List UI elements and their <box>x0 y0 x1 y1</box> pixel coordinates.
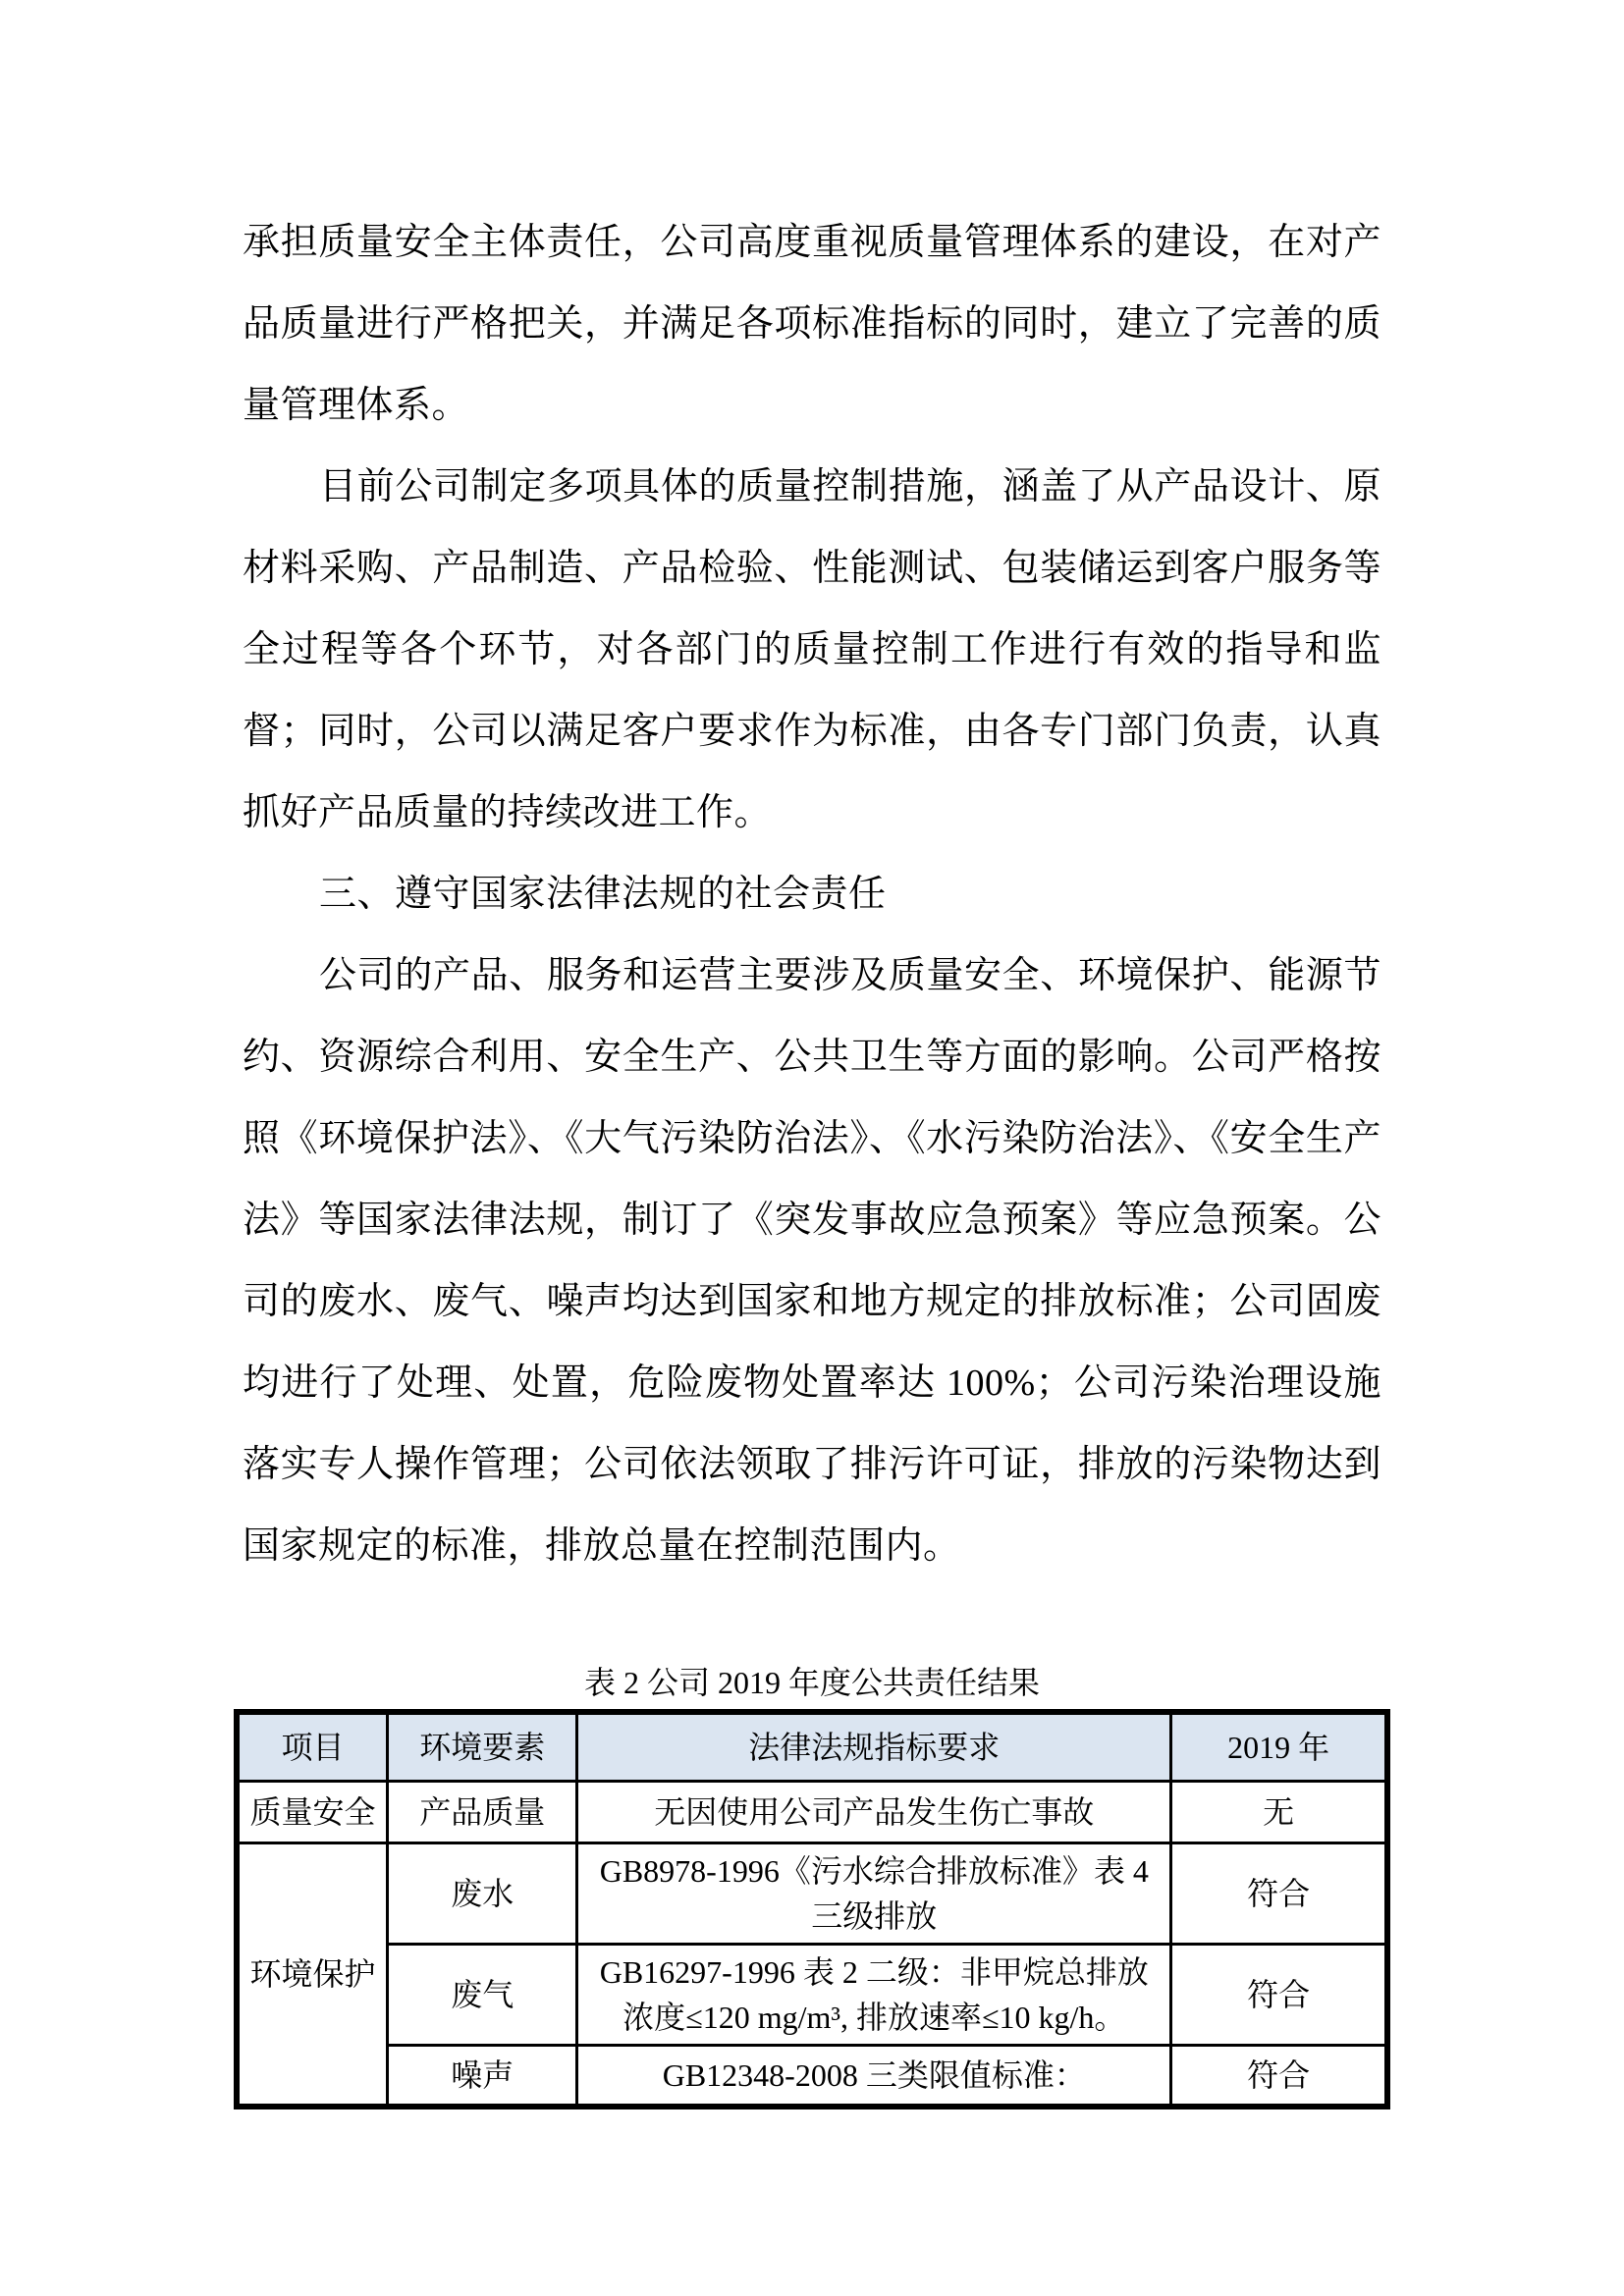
cell-requirement-wastewater: GB8978-1996《污水综合排放标准》表 4 三级排放 <box>577 1843 1171 1945</box>
column-header-year: 2019 年 <box>1171 1712 1387 1782</box>
section-heading: 三、遵守国家法律法规的社会责任 <box>319 874 887 915</box>
table-row-waste-gas <box>237 1945 1387 2046</box>
body-paragraph-3: 公司的产品、服务和运营主要涉及质量安全、环境保护、能源节约、资源综合利用、安全生产、公共卫生等方面的影响。公司严格按照《环境保护法》、《大气污染防治法》、《水污染防治法》、《安全生产法》等国家法律法规，制订了《突发事故应急预案》等应急预案。公司的废水、废气、噪声均达到国家和地方规定的排放标准；公司固废均进行了处理、处置，危险废物处置率达 100%；公司污染治理设施落实专人操作管理；公司依法领取了排污许可证，排放的污染物达到国家规定的标准，排放总量在控制范围内。 <box>243 955 1381 1567</box>
cell-requirement-noise: GB12348-2008 三类限值标准： <box>577 2046 1171 2108</box>
table-row-wastewater <box>237 1843 1387 1945</box>
responsibility-table <box>234 1709 1390 2109</box>
cell-element-noise: 噪声 <box>388 2046 577 2108</box>
table-header-row <box>237 1712 1387 1782</box>
table-caption: 表 2 公司 2019 年度公共责任结果 <box>583 1665 1040 1700</box>
cell-element-product-quality: 产品质量 <box>388 1782 577 1843</box>
table-section <box>234 1660 1390 2109</box>
document-body <box>243 202 1381 1587</box>
cell-result-waste-gas: 符合 <box>1171 1945 1387 2046</box>
cell-requirement-product-quality: 无因使用公司产品发生伤亡事故 <box>577 1782 1171 1843</box>
cell-item-environment: 环境保护 <box>237 1843 388 2108</box>
table-row-quality-safety <box>237 1782 1387 1843</box>
cell-requirement-waste-gas: GB16297-1996 表 2 二级：非甲烷总排放浓度≤120 mg/m³, 排放速率≤10 kg/h。 <box>577 1945 1171 2046</box>
column-header-item: 项目 <box>237 1712 388 1782</box>
cell-item-quality: 质量安全 <box>237 1782 388 1843</box>
column-header-requirement: 法律法规指标要求 <box>577 1712 1171 1782</box>
cell-element-waste-gas: 废气 <box>388 1945 577 2046</box>
body-paragraph-2: 目前公司制定多项具体的质量控制措施，涵盖了从产品设计、原材料采购、产品制造、产品检验、性能测试、包装储运到客户服务等全过程等各个环节，对各部门的质量控制工作进行有效的指导和监督；同时，公司以满足客户要求作为标准，由各专门部门负责，认真抓好产品质量的持续改进工作。 <box>243 466 1381 833</box>
cell-result-wastewater: 符合 <box>1171 1843 1387 1945</box>
cell-result-noise: 符合 <box>1171 2046 1387 2108</box>
table-row-noise <box>237 2046 1387 2108</box>
cell-element-wastewater: 废水 <box>388 1843 577 1945</box>
cell-result-product-quality: 无 <box>1171 1782 1387 1843</box>
body-paragraph-1: 承担质量安全主体责任，公司高度重视质量管理体系的建设，在对产品质量进行严格把关，并满足各项标准指标的同时，建立了完善的质量管理体系。 <box>243 222 1381 426</box>
column-header-env-element: 环境要素 <box>388 1712 577 1782</box>
